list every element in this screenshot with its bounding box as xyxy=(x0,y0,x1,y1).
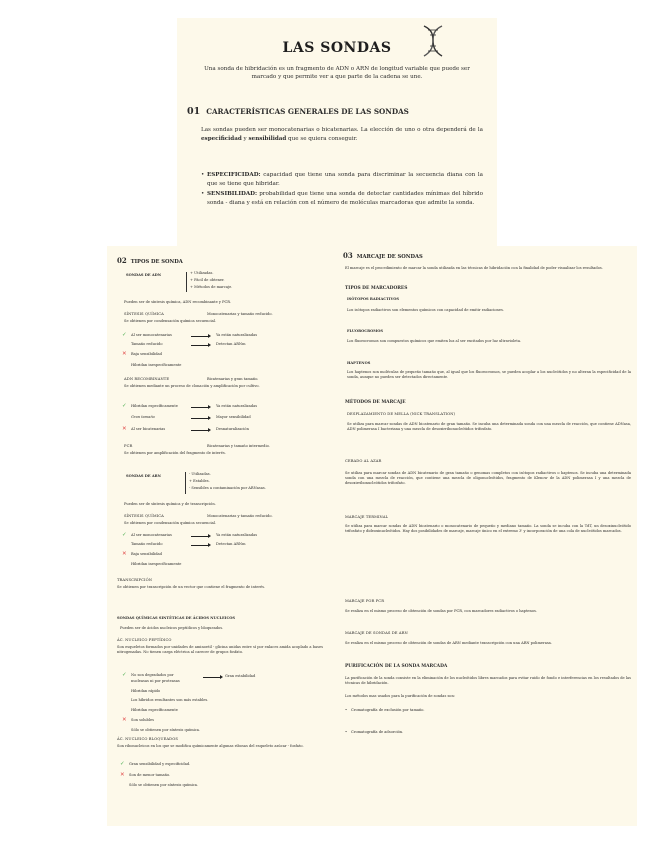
arrow-icon xyxy=(191,545,209,546)
anb-c1: Gran sensibilidad y especificidad. xyxy=(129,762,191,766)
rec-x1r: Desnaturalización xyxy=(216,427,249,431)
section-02-heading: 02 TIPOS DE SONDA xyxy=(117,256,183,265)
anp-label: ÁC. NUCLEICO PEPTÍDICO xyxy=(117,638,172,642)
pcr-right: Bicatenarias y tamaño intermedio. xyxy=(207,444,270,448)
intro-text: Una sonda de hibridación es un fragmento de ADN o ARN de longitud variable que puede ser marcado y que permite ver a que parte de la cadena se une. xyxy=(204,66,470,81)
sq2-text: Se obtienen por condensación química secuencial. xyxy=(124,521,217,525)
anp-c1b: nucleasas ni por proteasas xyxy=(131,679,180,683)
pur-title: PURIFICACIÓN DE LA SONDA MARCADA xyxy=(345,664,448,669)
m5-text: Se realiza en el mismo proceso de obtención de sondas de ARN mediante transcripción con una ARN polimerasa. xyxy=(345,641,552,645)
cross-icon: ✕ xyxy=(122,426,127,432)
anp-c1a: No son degradados por xyxy=(131,673,174,677)
check-icon: ✓ xyxy=(120,761,125,767)
flu-label: FLUOROCROMOS xyxy=(347,329,383,333)
pur-text: La purificación de la sonda consiste en la eliminación de los nucleótidos libres marcados para evitar ruido de fondo e interferencias en los resultados de las técnicas de hibridación. xyxy=(345,676,631,685)
cross-icon: ✕ xyxy=(120,772,125,778)
check-icon: ✓ xyxy=(122,672,127,678)
adn-label: SONDAS DE ADN xyxy=(126,273,162,277)
rec-c2r: Mayor sensibilidad xyxy=(216,415,251,419)
section-03-heading: 03 MARCAJE DE SONDAS xyxy=(343,251,423,260)
sq2-x1: Baja sensibilidad xyxy=(131,552,162,556)
section-number: 01 xyxy=(187,106,201,117)
pur-b2: Cromatografía de adsorción. xyxy=(351,730,404,734)
anp-c1r: Gran estabilidad xyxy=(225,674,256,678)
rec-text: Se obtienen mediante un proceso de clonación y amplificación por cultivo. xyxy=(124,384,260,388)
sq-text: Se obtienen por condensación química secuencial. xyxy=(124,319,217,323)
anp-x2: Sólo se obtienen por síntesis química. xyxy=(131,728,201,732)
bullet-sensibilidad: • SENSIBILIDAD: probabilidad que tiene una sonda de detectar cantidades mínimas del híbrido sonda - diana y está en relación con el número de moléculas marcadoras que admite la sonda. xyxy=(207,190,483,207)
hap-text: Los haptenos son moléculas de pequeño tamaño que, al igual que los fluorocromos, se pueden acoplar a los nucleótidos y no alteran la especificidad de la sonda, aunque no pueden ser detectados directamente. xyxy=(347,370,631,379)
met-title: MÉTODOS DE MARCAJE xyxy=(345,400,406,405)
tipos-title: TIPOS DE MARCADORES xyxy=(345,286,408,291)
sq2-label: SÍNTESIS QUÍMICA xyxy=(124,514,164,518)
arrow-icon xyxy=(191,407,209,408)
hap-label: HAPTENOS xyxy=(347,361,371,365)
check-icon: ✓ xyxy=(122,332,127,338)
m5-label: MARCAJE DE SONDAS DE ARN xyxy=(345,631,408,635)
anb-label: ÁC. NUCLEICO BLOQUEADOS xyxy=(117,737,178,741)
anb-x2: Sólo se obtienen por síntesis química. xyxy=(129,783,199,787)
sq-right: Monocatenarias y tamaño reducido. xyxy=(207,312,273,316)
rec-c1r: Ya están naturalizadas xyxy=(216,404,258,408)
pcr-label: PCR xyxy=(124,444,133,448)
arrow-icon xyxy=(191,536,209,537)
sq2-c2r: Detectan ARNm xyxy=(216,542,246,546)
rec-right: Bicatenarias y gran tamaño. xyxy=(207,377,259,381)
sq2-c2: Tamaño reducido xyxy=(131,542,163,546)
m3-label: MARCAJE TERMINAL xyxy=(345,515,389,519)
sq-label: SÍNTESIS QUÍMICA xyxy=(124,312,164,316)
check-icon: ✓ xyxy=(122,532,127,538)
sq2-x2: Hibridan inespecíficamente xyxy=(131,562,182,566)
tr-label: TRANSCRIPCIÓN xyxy=(117,578,153,582)
page-title: LAS SONDAS xyxy=(282,40,392,56)
cross-icon: ✕ xyxy=(122,351,127,357)
m1-label: DESPLAZAMIENTO DE MELLA (NICK TRANSLATION) xyxy=(347,412,456,416)
arrow-icon xyxy=(203,677,221,678)
sq2-c1r: Ya están naturalizadas xyxy=(216,533,258,537)
arrow-icon xyxy=(191,345,209,346)
tr-text: Se obtienen por transcripción de un vector que contiene el fragmento de interés. xyxy=(117,585,266,589)
section-title: CARACTERÍSTICAS GENERALES DE LAS SONDAS xyxy=(206,107,409,116)
m3-text: Se utiliza para marcar sondas de ADN bicatenario o monocatenario de pequeño y mediano tamaño. La sonda se incuba con la TdT, un desoxinucleótido trifosfato y dideoxinucleótidos. Hay dos posibilidades de marcaje, marcaje único en el extremo 3' y incorporación de una cola de nucleótidos marcados. xyxy=(345,524,631,533)
anb-text: Son ribonucleicos en los que se modifica químicamente algunas ribosas del esqueleto azúcar - fosfato. xyxy=(117,744,304,748)
section-01-text: Las sondas pueden ser monocatenarias o bicatenarias. La elección de uno o otra dependerá de la especificidad y sensibilidad que se quiera conseguir. xyxy=(201,127,483,142)
dna-icon xyxy=(421,24,445,58)
sq-c2: Tamaño reducido xyxy=(131,342,163,346)
m2-label: CEBADO AL AZAR xyxy=(345,459,382,463)
arrow-icon xyxy=(191,336,209,337)
rec-c1: Hibridan específicamente xyxy=(131,404,178,408)
pur-text2: Los métodos mas usados para la purificación de sondas son: xyxy=(345,694,455,698)
arrow-icon xyxy=(191,418,209,419)
m1-text: Se utiliza para marcar sondas de ADN bicatenario de gran tamaño. Se incuba una determinada sonda con una mezcla de reacción, que contiene ADNasa, ADN polimerasa I bacteriana y una mezcla de desoxirribonucleótidos trifosfato. xyxy=(347,422,631,431)
anp-c4: Hibridan específicamente xyxy=(131,708,178,712)
rec-label: ADN RECOMBINANTE xyxy=(124,377,170,381)
arn-label: SONDAS DE ARN xyxy=(126,474,161,478)
anp-c3: Los híbridos resultantes son más estables. xyxy=(131,698,209,702)
arrow-icon xyxy=(191,430,209,431)
pur-b1: Cromatografía de exclusión por tamaño. xyxy=(351,708,425,712)
cross-icon: ✕ xyxy=(122,717,127,723)
m4-label: MARCAJE POR PCR xyxy=(345,599,385,603)
flu-text: Los fluorocromos son compuestos químicos que emiten luz al ser excitados por luz ultravioleta. xyxy=(347,339,522,343)
section-01-heading xyxy=(187,106,409,117)
s03-text: El marcaje es el procedimiento de marcar la sonda utilizada en las técnicas de hibridación con la finalidad de poder visualizar los resultados. xyxy=(345,266,603,270)
brace xyxy=(185,472,186,494)
sqs-label: SONDAS QUÍMICAS SINTÉTICAS DE ÁCIDOS NUCLEICOS xyxy=(117,616,236,620)
iso-text: Los isótopos radiactivos son elementos químicos con capacidad de emitir radiaciones. xyxy=(347,308,504,312)
bullet-icon: • xyxy=(345,730,348,734)
bullet-icon: • xyxy=(345,708,348,712)
page-tipos-sonda xyxy=(107,246,333,826)
sq-x1: Baja sensibilidad xyxy=(131,352,162,356)
arn-prop: + Estables. xyxy=(189,479,210,483)
sqs-text: Pueden ser de ácidos nucleicos peptídicos y bloqueados. xyxy=(120,626,224,630)
rec-x1: Al ser bicatenarias xyxy=(131,427,166,431)
adn-prop: + Métodos de marcaje. xyxy=(190,285,233,289)
adn-prop: + Utilizadas. xyxy=(190,271,214,275)
page-general xyxy=(177,18,497,263)
adn-prop: + Fácil de obtener. xyxy=(190,278,225,282)
sq-c2r: Detectan ARNm xyxy=(216,342,246,346)
anp-x1: Son solubles xyxy=(131,718,154,722)
sq2-right: Monocatenarias y tamaño reducido. xyxy=(207,514,273,518)
check-icon: ✓ xyxy=(122,403,127,409)
cross-icon: ✕ xyxy=(122,551,127,557)
bullet-especificidad: • ESPECIFICIDAD: capacidad que tiene una sonda para discriminar la secuencia diana con la que se tiene que hibridar. xyxy=(207,171,483,188)
adn-obtain: Pueden ser de síntesis química, ADN recombinante y PCR. xyxy=(124,300,232,304)
m4-text: Se realiza en el mismo proceso de obtención de sondas por PCR, con marcadores radiactivos o haptenos. xyxy=(345,609,537,613)
sq-x2: Hibridan inespecíficamente xyxy=(131,363,182,367)
sq-c1r: Ya están naturalizadas xyxy=(216,333,258,337)
page-marcaje xyxy=(333,246,637,826)
iso-label: ISÓTOPOS RADIACTIVOS xyxy=(347,297,399,301)
arn-prop: - Utilizadas. xyxy=(189,472,211,476)
m2-text: Se utiliza para marcar sondas de ADN bicatenario de gran tamaño o genomas completos con isótopos radiactivos o haptenos. Se incuba una determinada sonda con una mezcla de reacción, que contiene una mezcla de oligonucleótidos, fragmento de Klenow de la ADN polimerasa I y una mezcla de desoxirribonucleótidos trifosfato. xyxy=(345,471,631,485)
arn-obtain: Pueden ser de síntesis química y de transcripción. xyxy=(124,502,216,506)
anb-x1: Son de menor tamaño. xyxy=(129,773,171,777)
rec-c2: Gran tamaño xyxy=(131,415,155,419)
pcr-text: Se obtienen por amplificación del fragmento de interés. xyxy=(124,451,226,455)
brace xyxy=(186,272,187,292)
arn-prop: - Sensibles a contaminación por ARNasas. xyxy=(189,486,266,490)
sq2-c1: Al ser monocatenarias xyxy=(131,533,172,537)
anp-text: Son esqueletos formados por unidades de aminoetil - glicina unidas entre sí por enlaces amida acoplado a bases nitrogenadas. No tienen carga eléctrica al carecer de grupos fosfato. xyxy=(117,645,323,654)
sq-c1: Al ser monocatenarias xyxy=(131,333,172,337)
anp-c2: Hibridan rápido xyxy=(131,689,161,693)
